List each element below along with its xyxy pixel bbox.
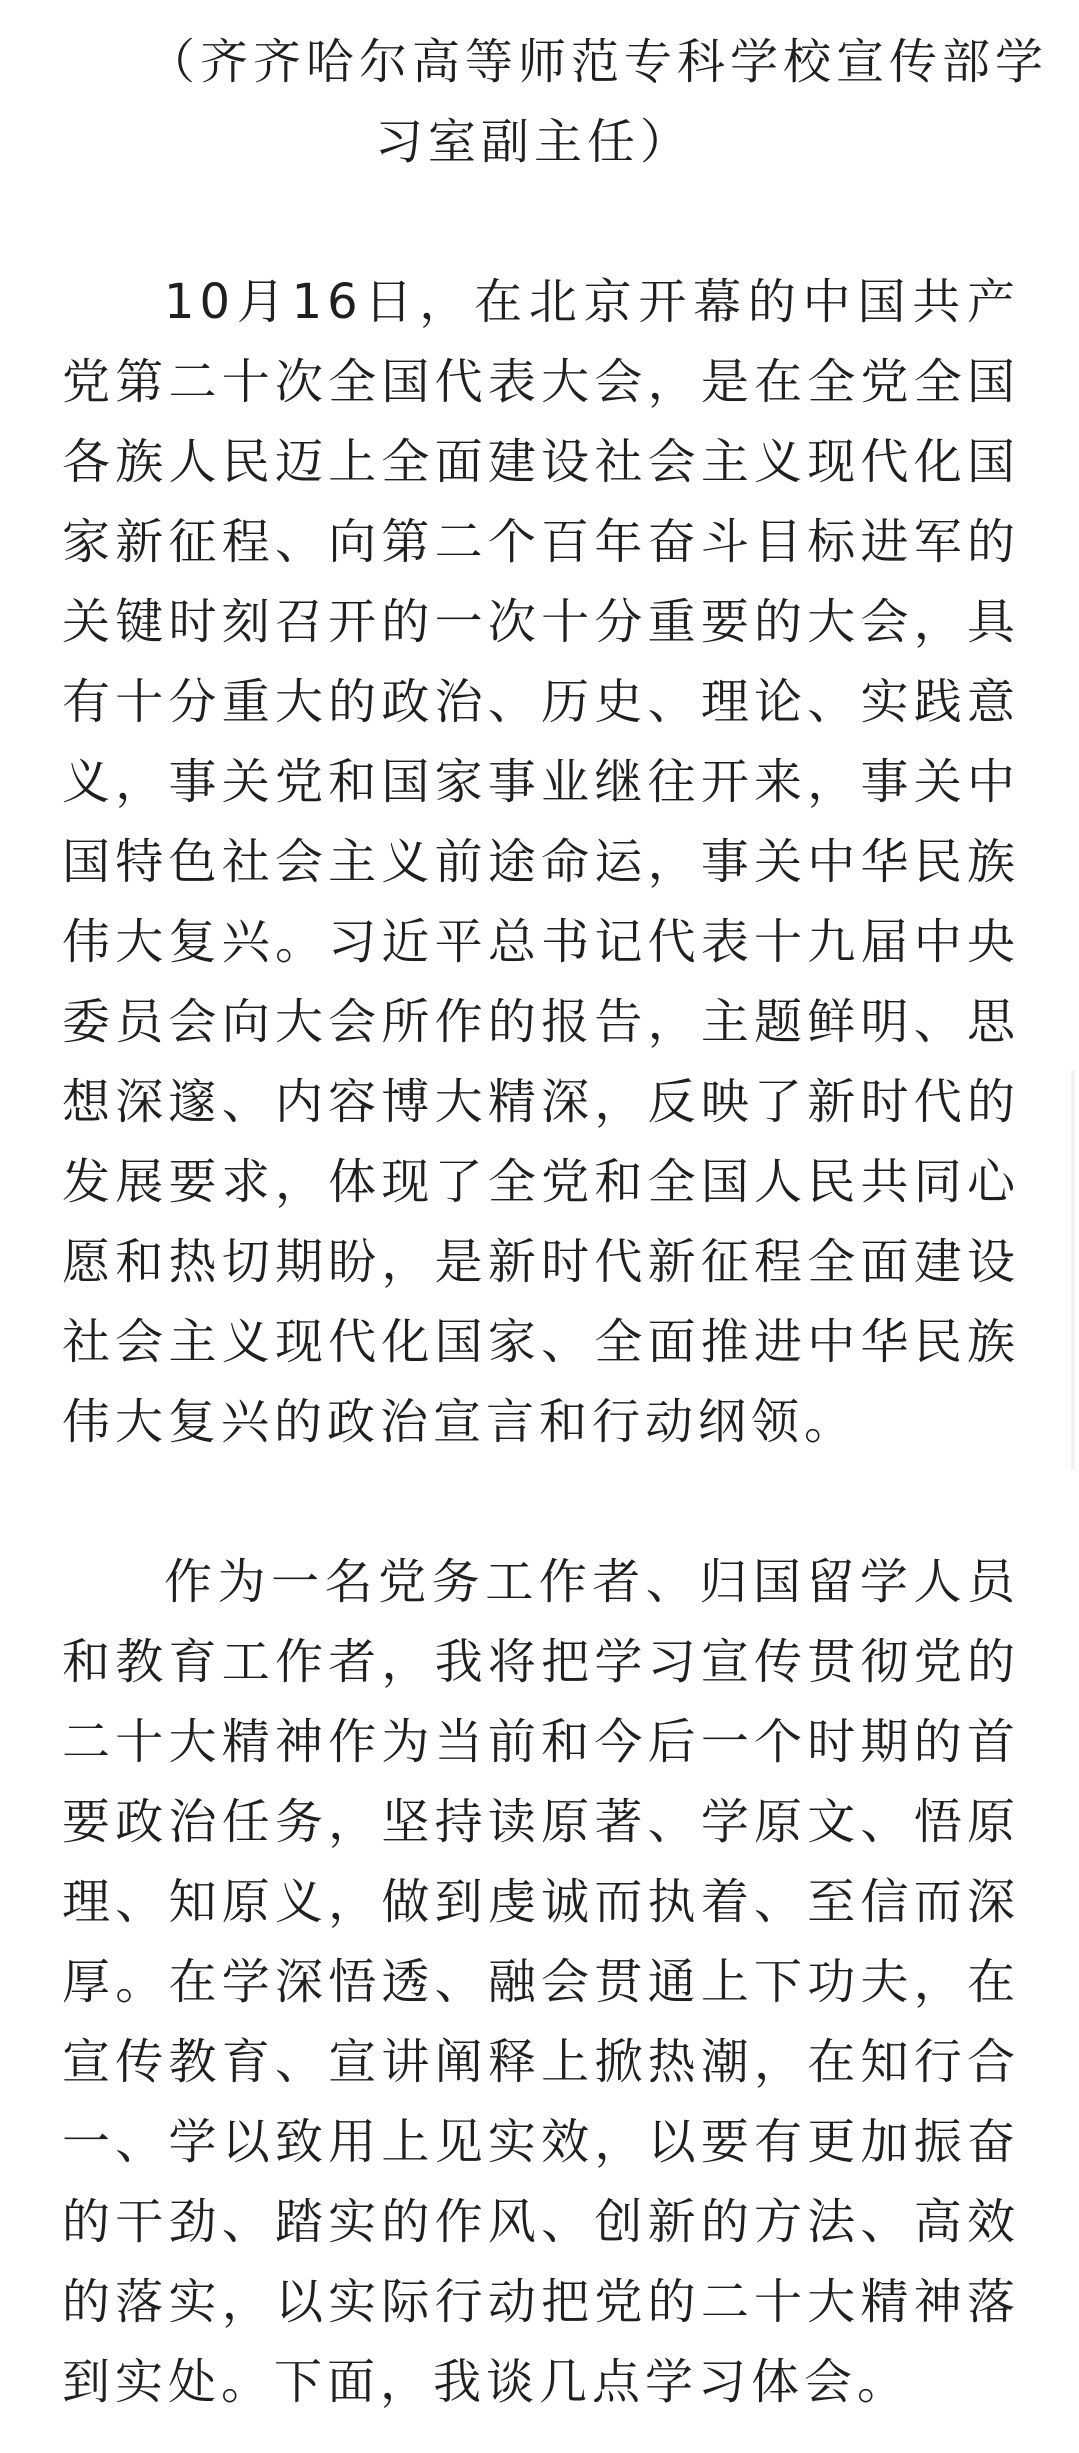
paragraph-2: 作为一名党务工作者、归国留学人员和教育工作者，我将把学习宣传贯彻党的二十大精神作为当前和今后一个时期的首要政治任务，坚持读原著、学原文、悟原理、知原义，做到虔诚而执着、至信而深厚。在学深悟透、融会贯通上下功夫，在宣传教育、宣讲阐释上掀热潮，在知行合一、学以致用上见实效，以要有更加振奋的干劲、踏实的作风、创新的方法、高效的落实，以实际行动把党的二十大精神落到实处。下面，我谈几点学习体会。: [62, 1554, 1020, 2410]
author-affiliation-line-1: （齐齐哈尔高等师范专科学校宣传部学: [147, 34, 1049, 90]
author-affiliation: [62, 22, 1049, 182]
scrollbar[interactable]: [1071, 1070, 1075, 1470]
author-affiliation-line-2: 习室副主任）: [375, 114, 694, 170]
paragraph-1: 10月16日，在北京开幕的中国共产党第二十次全国代表大会，是在全党全国各族人民迈上全面建设社会主义现代化国家新征程、向第二个百年奋斗目标进军的关键时刻召开的一次十分重要的大会，具有十分重大的政治、历史、理论、实践意义，事关党和国家事业继往开来，事关中国特色社会主义前途命运，事关中华民族伟大复兴。习近平总书记代表十九届中央委员会向大会所作的报告，主题鲜明、思想深邃、内容博大精深，反映了新时代的发展要求，体现了全党和全国人民共同心愿和热切期盼，是新时代新征程全面建设社会主义现代化国家、全面推进中华民族伟大复兴的政治宣言和行动纲领。: [62, 274, 1020, 1450]
article-body: [62, 22, 1049, 2422]
